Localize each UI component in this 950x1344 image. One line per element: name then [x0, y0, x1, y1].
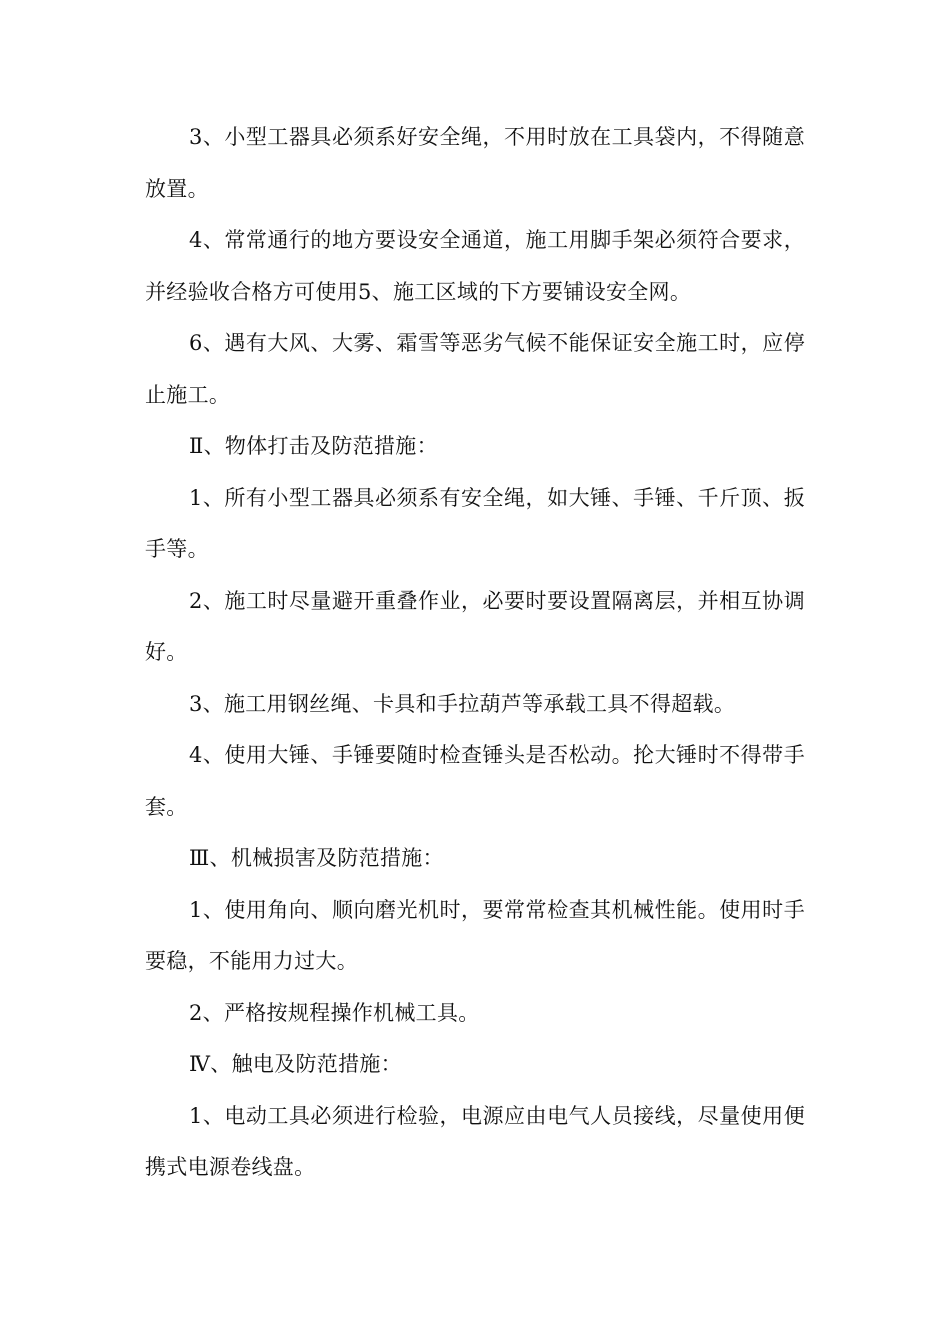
section-heading: Ⅲ、机械损害及防范措施：: [189, 846, 444, 870]
document-body: [145, 112, 805, 1194]
paragraph: 1、所有小型工器具必须系有安全绳，如大锤、手锤、千斤顶、扳手等。: [145, 485, 805, 561]
paragraph: 3、施工用钢丝绳、卡具和手拉葫芦等承载工具不得超载。: [189, 691, 736, 716]
paragraph: 1、使用角向、顺向磨光机时，要常常检查其机械性能。使用时手要稳，不能用力过大。: [145, 897, 805, 973]
paragraph: 2、施工时尽量避开重叠作业，必要时要设置隔离层，并相互协调好。: [145, 588, 805, 664]
paragraph: 4、使用大锤、手锤要随时检查锤头是否松动。抡大锤时不得带手套。: [145, 743, 805, 819]
paragraph: 1、电动工具必须进行检验，电源应由电气人员接线，尽量使用便携式电源卷线盘。: [145, 1103, 805, 1179]
paragraph: 3、小型工器具必须系好安全绳，不用时放在工具袋内，不得随意放置。: [145, 125, 805, 201]
section-heading: Ⅱ、物体打击及防范措施：: [189, 434, 438, 458]
paragraph: 6、遇有大风、大雾、霜雪等恶劣气候不能保证安全施工时，应停止施工。: [145, 331, 805, 407]
section-heading: Ⅳ、触电及防范措施：: [189, 1052, 402, 1076]
paragraph: 4、常常通行的地方要设安全通道，施工用脚手架必须符合要求，并经验收合格方可使用5、施工区域的下方要铺设安全网。: [145, 228, 805, 304]
paragraph: 2、严格按规程操作机械工具。: [189, 1000, 480, 1025]
